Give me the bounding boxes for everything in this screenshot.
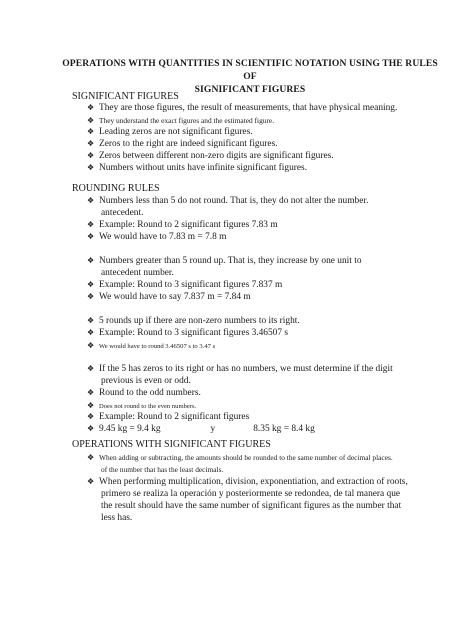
- diamond-bullet-icon: ❖: [87, 151, 95, 160]
- list-item: ❖ We would have to 7.83 m = 7.8 m: [87, 232, 227, 242]
- list-item: ❖ When performing multiplication, division, exponentiation, and extraction of roots,: [87, 477, 408, 487]
- list-item: ❖ Zeros to the right are indeed significant figures.: [87, 139, 278, 149]
- diamond-bullet-icon: ❖: [87, 220, 95, 229]
- list-item-continuation: of the number that has the least decimals.: [101, 465, 224, 474]
- list-item-continuation: the result should have the same number of significant figures as the number that: [101, 501, 402, 511]
- diamond-bullet-icon: ❖: [87, 453, 95, 462]
- list-item: ❖ We would have to round 3.46507 s to 3.47 s: [87, 341, 216, 350]
- list-item: ❖ They understand the exact figures and the estimated figure.: [87, 116, 275, 125]
- section-heading-significant-figures: SIGNIFICANT FIGURES: [72, 91, 179, 102]
- list-item: ❖ Leading zeros are not significant figures.: [87, 127, 253, 137]
- list-item: ❖ Example: Round to 2 significant figures: [87, 412, 250, 422]
- diamond-bullet-icon: ❖: [87, 163, 95, 172]
- list-item: ❖ Does not round to the even numbers.: [87, 401, 197, 410]
- list-item: ❖ Numbers without units have infinite significant figures.: [87, 163, 308, 173]
- diamond-bullet-icon: ❖: [87, 116, 95, 125]
- section-heading-operations: OPERATIONS WITH SIGNIFICANT FIGURES: [72, 439, 271, 450]
- diamond-bullet-icon: ❖: [87, 328, 95, 337]
- list-item-continuation: antecedent.: [101, 208, 144, 218]
- diamond-bullet-icon: ❖: [87, 292, 95, 301]
- section-heading-rounding-rules: ROUNDING RULES: [72, 183, 160, 194]
- list-item: ❖ 5 rounds up if there are non-zero numbers to its right.: [87, 316, 300, 326]
- diamond-bullet-icon: ❖: [87, 316, 95, 325]
- diamond-bullet-icon: ❖: [87, 341, 95, 350]
- list-item: ❖ Numbers less than 5 do not round. That is, they do not alter the number.: [87, 196, 369, 206]
- diamond-bullet-icon: ❖: [87, 388, 95, 397]
- list-item-continuation: antecedent number.: [101, 268, 174, 278]
- title-line-1: OPERATIONS WITH QUANTITIES IN SCIENTIFIC NOTATION USING THE RULES OF: [62, 58, 438, 82]
- list-item-continuation: previous is even or odd.: [101, 376, 191, 386]
- list-item: ❖ 9.45 kg = 9.4 kg y 8.35 kg = 8.4 kg: [87, 424, 315, 434]
- diamond-bullet-icon: ❖: [87, 127, 95, 136]
- diamond-bullet-icon: ❖: [87, 256, 95, 265]
- diamond-bullet-icon: ❖: [87, 477, 95, 486]
- list-item: ❖ We would have to say 7.837 m = 7.84 m: [87, 292, 251, 302]
- diamond-bullet-icon: ❖: [87, 103, 95, 112]
- diamond-bullet-icon: ❖: [87, 364, 95, 373]
- list-item-continuation: less has.: [101, 513, 133, 523]
- list-item: ❖ Round to the odd numbers.: [87, 388, 201, 398]
- list-item: ❖ Example: Round to 2 significant figures 7.83 m: [87, 220, 278, 230]
- list-item: ❖ If the 5 has zeros to its right or has no numbers, we must determine if the digit: [87, 364, 393, 374]
- diamond-bullet-icon: ❖: [87, 401, 95, 410]
- list-item: ❖ Example: Round to 3 significant figures 7.837 m: [87, 280, 283, 290]
- diamond-bullet-icon: ❖: [87, 424, 95, 433]
- list-item: ❖ Example: Round to 3 significant figures 3.46507 s: [87, 328, 289, 338]
- title-line-2: SIGNIFICANT FIGURES: [194, 84, 306, 95]
- diamond-bullet-icon: ❖: [87, 280, 95, 289]
- diamond-bullet-icon: ❖: [87, 196, 95, 205]
- diamond-bullet-icon: ❖: [87, 412, 95, 421]
- diamond-bullet-icon: ❖: [87, 232, 95, 241]
- diamond-bullet-icon: ❖: [87, 139, 95, 148]
- list-item-continuation: primero se realiza la operación y posteriormente se redondea, de tal manera que: [101, 489, 401, 499]
- list-item: ❖ Numbers greater than 5 round up. That is, they increase by one unit to: [87, 256, 362, 266]
- list-item: ❖ When adding or subtracting, the amounts should be rounded to the same number of decimal places.: [87, 453, 393, 462]
- list-item: ❖ Zeros between different non-zero digits are significant figures.: [87, 151, 334, 161]
- list-item: ❖ They are those figures, the result of measurements, that have physical meaning.: [87, 103, 398, 113]
